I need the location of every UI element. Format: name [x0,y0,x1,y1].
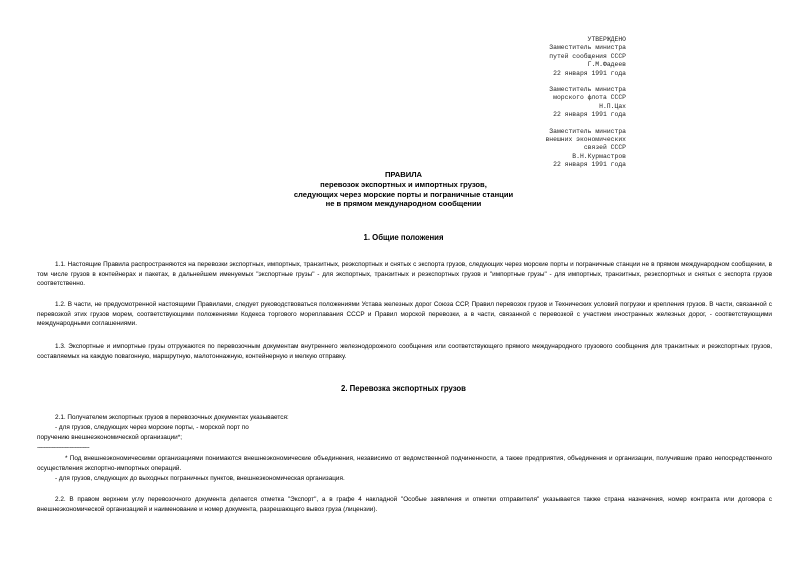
paragraph-2-1: 2.1. Получателем экспортных грузов в перевозочных документах указывается: [55,414,289,421]
footnote-text: * Под внешнеэкономическими организациями понимаются внешнеэкономические объединения, независимо от ведомственной подчиненности, а также предприятия, объединения и организации, получившие право непосредственного осуществления экспортно-импортных операций. [37,455,772,472]
approval-line: В.Н.Курмастров [572,152,626,160]
approval-stamp [536,36,626,178]
approval-block-mves [536,128,626,170]
title-line: перевозок экспортных и импортных грузов, [320,179,487,189]
paragraph-text: 1.1. Настоящие Правила распространяются на перевозки экспортных, импортных, транзитных, реэкспортных и снятых с экспорта грузов, следующих через морские порты и пограничные станции не в прямом международном сообщении, в том числе грузов в контейнерах и пакетах, в дальнейшем именуемых "экспортные грузы" - для экспортных, транзитных и реэкспортных грузов и "импортные грузы" - для импортных, транзитных, реэкспортных и снятых с экспорта грузов соответственно. [37,261,772,288]
paragraph-1-3 [37,342,772,361]
approval-line: Г.М.Фадеев [587,61,626,69]
approval-line: 22 января 1991 года [553,69,626,77]
approval-line: Заместитель министра [549,44,626,52]
title-line: не в прямом международном сообщении [325,199,482,209]
paragraph-text: 1.2. В части, не предусмотренной настоящими Правилами, следует руководствоваться положениями Устава железных дорог Союза ССР, Правил перевозок грузов и Технических условий погрузки и крепления грузов. В части, связанной с перевозкой этих грузов морем, соответствующими положениями Кодекса торгового мореплавания СССР и Правил морской перевозки, а в части, связанной с перевозкой с участием иностранных железных дорог, - соответствующими международными соглашениями. [37,301,772,328]
footnote [37,454,772,473]
approval-line: путей сообщения СССР [549,52,626,60]
approval-line: внешних экономических [545,136,626,144]
document-title [0,170,807,209]
paragraph-text: 2.2. В правом верхнем углу перевозочного документа делается отметка "Экспорт", а в графе 4 накладной "Особые заявления и отметки отправителя" указывается также страна назначения, номер контракта или договора с внешнеэкономической организацией и наименование и номер документа, разрешающего вывоз груза (лицензии). [37,496,772,513]
approval-block-mps [536,36,626,78]
section-heading-general: 1. Общие положения [363,233,444,242]
approval-block-mmf [536,86,626,120]
approval-line: связей СССР [583,144,626,152]
approval-line: морского флота СССР [553,94,626,102]
paragraph-1-2 [37,300,772,329]
approval-line: УТВЕРЖДЕНО [587,36,626,43]
list-item: - для грузов, следующих через морские порты, - морской порт по [55,424,249,431]
footnote-separator: -------------------------------- [37,444,90,451]
approval-line: 22 января 1991 года [553,111,626,119]
approval-line: 22 января 1991 года [553,161,626,169]
list-item: - для грузов, следующих до выходных пограничных пунктов, внешнеэкономическая организация. [55,475,345,482]
paragraph-text: 1.3. Экспортные и импортные грузы отгружаются по перевозочным документам внутреннего железнодорожного сообщения или соответствующего прямого международного грузового сообщения для транзитных и реэкспортных грузов, составляемых на каждую повагонную, маршрутную, малотоннажную, контейнерную и мелкую отправку. [37,343,772,360]
title-line: ПРАВИЛА [384,170,423,179]
approval-line: Заместитель министра [549,127,626,135]
section-heading-export: 2. Перевозка экспортных грузов [341,384,466,393]
list-item-continuation: поручению внешнеэкономической организации*; [37,434,183,441]
approval-line: Н.П.Цах [599,102,626,110]
paragraph-2-2 [37,495,772,514]
paragraph-1-1 [37,260,772,289]
approval-line: Заместитель министра [549,86,626,94]
title-line: следующих через морские порты и пограничные станции [293,189,514,199]
